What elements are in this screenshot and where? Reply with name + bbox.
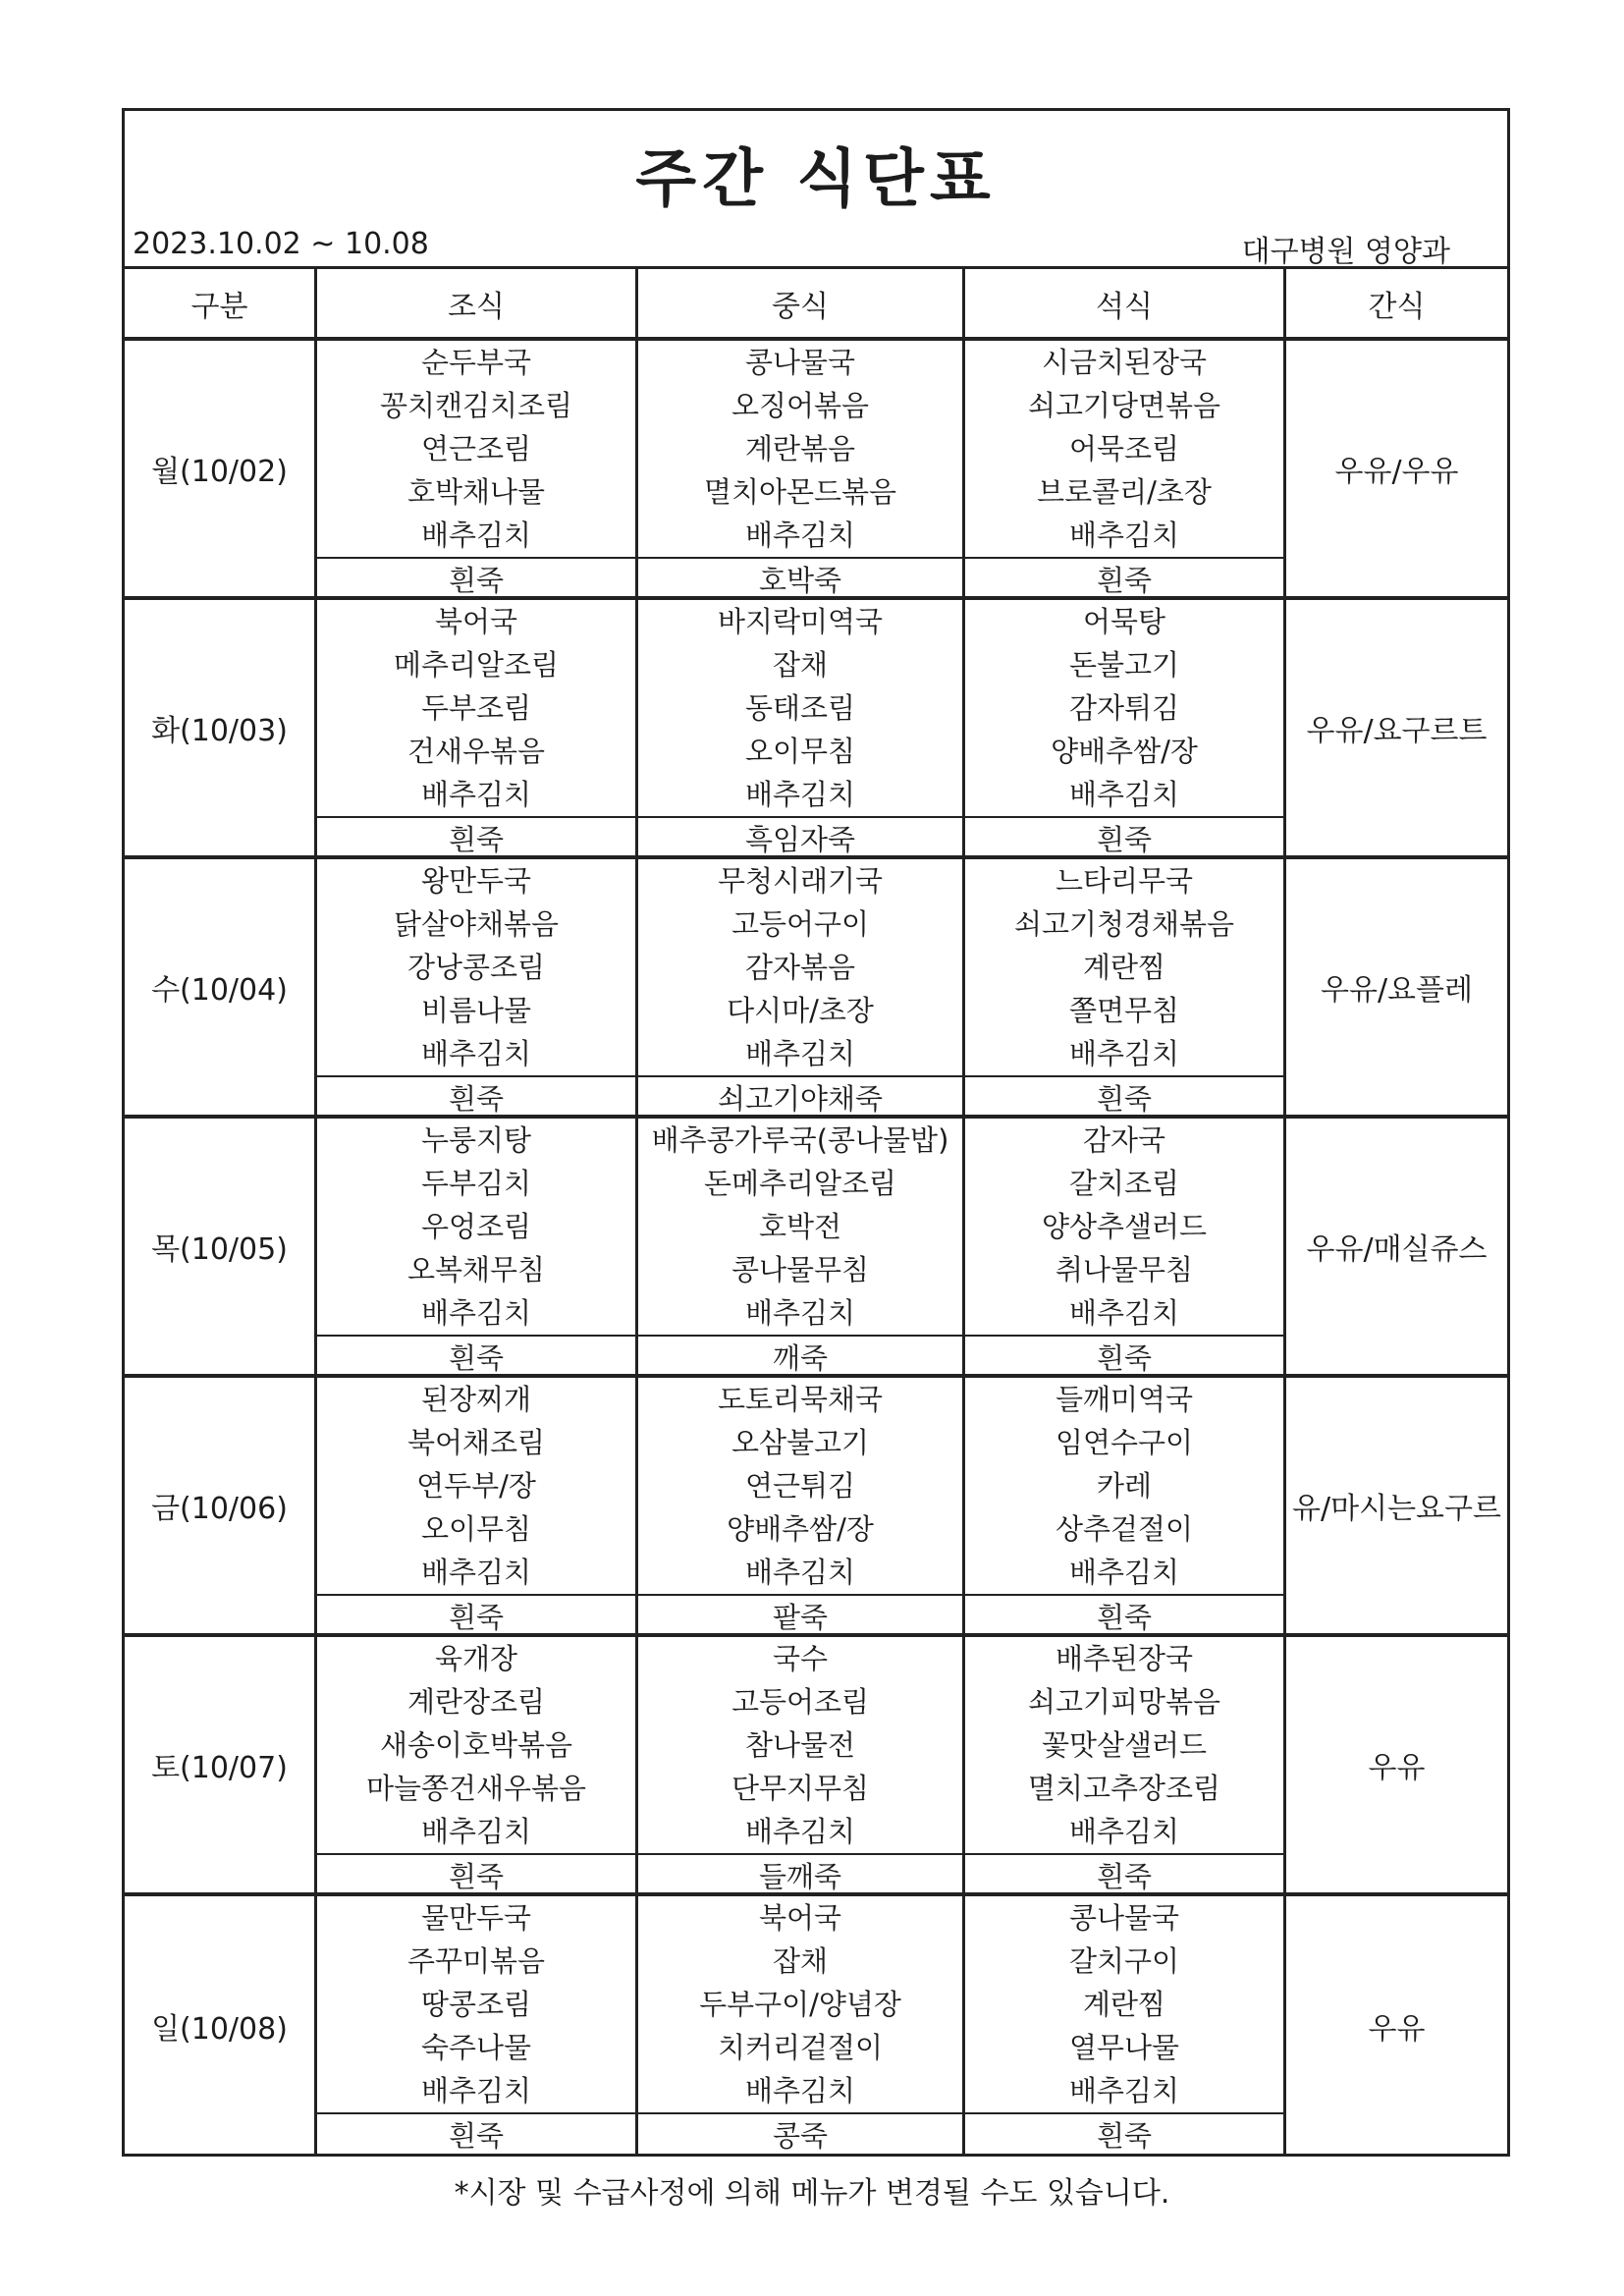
dinner-cell: [965, 1896, 1286, 2156]
menu-item: 갈치조림: [1068, 1167, 1180, 1200]
menu-item: 배추김치: [744, 2074, 856, 2107]
menu-item: 두부조림: [420, 691, 532, 725]
menu-item: 누룽지탕: [420, 1123, 532, 1157]
menu-item: 오삼불고기: [731, 1426, 870, 1459]
menu-item: 배추김치: [420, 1556, 532, 1589]
snack-cell: 우유/매실쥬스: [1286, 1119, 1507, 1378]
menu-item: 콩나물국: [1068, 1901, 1180, 1935]
menu-item: 우엉조림: [420, 1210, 532, 1243]
porridge-item: 흰죽: [317, 1853, 635, 1898]
menu-item: 오이무침: [420, 1512, 532, 1546]
menu-item: 배추김치: [1068, 1037, 1180, 1070]
porridge-item: 흰죽: [317, 557, 635, 602]
header-breakfast: 조식: [317, 269, 638, 341]
menu-item: 상추겉절이: [1055, 1512, 1194, 1546]
porridge-item: 흰죽: [965, 1594, 1283, 1639]
menu-item: 오이무침: [744, 735, 856, 768]
menu-item: 배추김치: [744, 519, 856, 552]
menu-item: 브로콜리/초장: [1037, 475, 1212, 509]
menu-item: 열무나물: [1068, 2031, 1180, 2064]
snack-cell: 우유/요구르트: [1286, 600, 1507, 859]
porridge-item: 콩죽: [638, 2112, 962, 2158]
breakfast-cell: [317, 341, 638, 600]
header-division: 구분: [125, 269, 317, 341]
snack-cell: 우유/우유: [1286, 341, 1507, 600]
menu-item: 물만두국: [420, 1901, 532, 1935]
menu-item: 어묵탕: [1082, 605, 1166, 638]
menu-item: 강낭콩조림: [406, 951, 546, 984]
menu-item: 배추된장국: [1055, 1642, 1194, 1675]
day-label: 금(10/06): [125, 1378, 317, 1637]
menu-item: 콩나물무침: [731, 1253, 870, 1286]
menu-item: 배추김치: [1068, 519, 1180, 552]
lunch-cell: [638, 341, 965, 600]
breakfast-cell: [317, 1378, 638, 1637]
menu-item: 순두부국: [420, 346, 532, 379]
header-lunch: 중식: [638, 269, 965, 341]
day-label: 목(10/05): [125, 1119, 317, 1378]
menu-item: 어묵조림: [1068, 432, 1180, 465]
menu-item: 연근튀김: [744, 1469, 856, 1503]
menu-item: 꽁치캔김치조림: [379, 389, 573, 422]
menu-item: 들깨미역국: [1055, 1383, 1194, 1416]
menu-item: 갈치구이: [1068, 1944, 1180, 1978]
breakfast-cell: [317, 1637, 638, 1896]
menu-item: 잡채: [772, 1944, 829, 1978]
menu-item: 감자국: [1082, 1123, 1166, 1157]
porridge-item: 들깨죽: [638, 1853, 962, 1898]
menu-item: 시금치된장국: [1041, 346, 1208, 379]
porridge-item: 흰죽: [317, 816, 635, 861]
snack-cell: 우유/요플레: [1286, 859, 1507, 1119]
menu-item: 마늘쫑건새우볶음: [365, 1772, 587, 1805]
menu-item: 단무지무침: [731, 1772, 870, 1805]
menu-item: 동태조림: [744, 691, 856, 725]
porridge-item: 흰죽: [317, 2112, 635, 2158]
menu-item: 배추김치: [744, 778, 856, 811]
breakfast-cell: [317, 600, 638, 859]
breakfast-cell: [317, 859, 638, 1119]
menu-item: 배추김치: [1068, 1815, 1180, 1848]
menu-item: 계란볶음: [744, 432, 856, 465]
header-snack: 간식: [1286, 269, 1507, 341]
porridge-item: 흰죽: [965, 1075, 1283, 1121]
menu-item: 닭살야채볶음: [393, 907, 560, 941]
menu-item: 배추김치: [1068, 2074, 1180, 2107]
menu-item: 주꾸미볶음: [406, 1944, 546, 1978]
lunch-cell: [638, 1378, 965, 1637]
menu-item: 배추김치: [744, 1556, 856, 1589]
lunch-cell: [638, 1119, 965, 1378]
footnote: *시장 및 수급사정에 의해 메뉴가 변경될 수도 있습니다.: [454, 2176, 1170, 2211]
menu-item: 양배추쌈/장: [1051, 735, 1198, 768]
menu-item: 오징어볶음: [731, 389, 870, 422]
menu-item: 북어채조림: [406, 1426, 546, 1459]
porridge-item: 흰죽: [965, 557, 1283, 602]
menu-item: 무청시래기국: [717, 864, 884, 898]
lunch-cell: [638, 859, 965, 1119]
menu-item: 숙주나물: [420, 2031, 532, 2064]
menu-item: 치커리겉절이: [717, 2031, 884, 2064]
menu-item: 쇠고기청경채볶음: [1013, 907, 1235, 941]
menu-item: 땅콩조림: [420, 1988, 532, 2021]
porridge-item: 흰죽: [317, 1075, 635, 1121]
header-dinner: 석식: [965, 269, 1286, 341]
porridge-item: 호박죽: [638, 557, 962, 602]
menu-item: 국수: [772, 1642, 829, 1675]
lunch-cell: [638, 1637, 965, 1896]
menu-item: 돈불고기: [1068, 648, 1180, 682]
menu-item: 쫄면무침: [1068, 994, 1180, 1027]
porridge-item: 흰죽: [965, 2112, 1283, 2158]
menu-item: 배추김치: [420, 519, 532, 552]
menu-item: 감자볶음: [744, 951, 856, 984]
breakfast-cell: [317, 1896, 638, 2156]
menu-item: 호박전: [758, 1210, 842, 1243]
menu-item: 배추김치: [744, 1815, 856, 1848]
dinner-cell: [965, 1378, 1286, 1637]
menu-item: 배추김치: [1068, 1296, 1180, 1330]
menu-item: 왕만두국: [420, 864, 532, 898]
menu-item: 두부김치: [420, 1167, 532, 1200]
menu-item: 멸치고추장조림: [1027, 1772, 1221, 1805]
day-label: 화(10/03): [125, 600, 317, 859]
menu-item: 연근조림: [420, 432, 532, 465]
menu-item: 두부구이/양념장: [699, 1988, 901, 2021]
snack-cell: 유/마시는요구르: [1286, 1378, 1507, 1637]
porridge-item: 깨죽: [638, 1335, 962, 1380]
menu-item: 배추김치: [744, 1296, 856, 1330]
period-label: 2023.10.02 ~ 10.08: [133, 227, 429, 261]
menu-table: [125, 266, 1507, 2154]
porridge-item: 흰죽: [317, 1594, 635, 1639]
menu-item: 배추김치: [420, 1037, 532, 1070]
menu-item: 연두부/장: [416, 1469, 536, 1503]
menu-item: 배추김치: [420, 1815, 532, 1848]
menu-item: 배추김치: [1068, 1556, 1180, 1589]
menu-item: 양상추샐러드: [1041, 1210, 1208, 1243]
menu-item: 배추김치: [420, 778, 532, 811]
porridge-item: 흰죽: [965, 816, 1283, 861]
page-title: 주간 식단표: [635, 143, 997, 216]
dinner-cell: [965, 1119, 1286, 1378]
menu-item: 계란찜: [1082, 1988, 1166, 2021]
menu-item: 배추김치: [744, 1037, 856, 1070]
menu-item: 배추김치: [1068, 778, 1180, 811]
menu-item: 느타리무국: [1055, 864, 1194, 898]
menu-item: 호박채나물: [406, 475, 546, 509]
menu-item: 육개장: [434, 1642, 518, 1675]
menu-item: 꽃맛살샐러드: [1041, 1728, 1208, 1762]
menu-item: 배추콩가루국(콩나물밥): [651, 1123, 949, 1157]
menu-item: 쇠고기피망볶음: [1027, 1685, 1221, 1719]
menu-item: 고등어조림: [731, 1685, 870, 1719]
menu-item: 오복채무침: [406, 1253, 546, 1286]
menu-item: 계란장조림: [406, 1685, 546, 1719]
menu-item: 돈메추리알조림: [703, 1167, 897, 1200]
snack-cell: 우유: [1286, 1637, 1507, 1896]
menu-item: 건새우볶음: [406, 735, 546, 768]
day-label: 일(10/08): [125, 1896, 317, 2156]
menu-item: 된장찌개: [420, 1383, 532, 1416]
menu-item: 메추리알조림: [393, 648, 560, 682]
menu-item: 카레: [1096, 1469, 1153, 1503]
department-label: 대구병원 영양과: [1241, 235, 1450, 269]
porridge-item: 흰죽: [965, 1853, 1283, 1898]
lunch-cell: [638, 600, 965, 859]
dinner-cell: [965, 1637, 1286, 1896]
menu-item: 배추김치: [420, 1296, 532, 1330]
day-label: 수(10/04): [125, 859, 317, 1119]
menu-item: 취나물무침: [1055, 1253, 1194, 1286]
porridge-item: 흰죽: [317, 1335, 635, 1380]
menu-item: 임연수구이: [1055, 1426, 1194, 1459]
porridge-item: 흰죽: [965, 1335, 1283, 1380]
menu-item: 배추김치: [420, 2074, 532, 2107]
snack-cell: 우유: [1368, 2012, 1426, 2047]
menu-item: 잡채: [772, 648, 829, 682]
porridge-item: 흑임자죽: [638, 816, 962, 861]
dinner-cell: [965, 859, 1286, 1119]
menu-item: 계란찜: [1082, 951, 1166, 984]
porridge-item: 쇠고기야채죽: [638, 1075, 962, 1121]
lunch-cell: [638, 1896, 965, 2156]
breakfast-cell: [317, 1119, 638, 1378]
menu-item: 바지락미역국: [717, 605, 884, 638]
menu-item: 북어국: [434, 605, 518, 638]
menu-item: 새송이호박볶음: [379, 1728, 573, 1762]
menu-sheet: [122, 108, 1510, 2157]
menu-item: 감자튀김: [1068, 691, 1180, 725]
menu-item: 북어국: [758, 1901, 842, 1935]
menu-item: 고등어구이: [731, 907, 870, 941]
dinner-cell: [965, 600, 1286, 859]
menu-item: 양배추쌈/장: [727, 1512, 874, 1546]
menu-item: 도토리묵채국: [717, 1383, 884, 1416]
dinner-cell: [965, 341, 1286, 600]
porridge-item: 팥죽: [638, 1594, 962, 1639]
menu-item: 비름나물: [420, 994, 532, 1027]
day-label: 토(10/07): [125, 1637, 317, 1896]
menu-item: 다시마/초장: [727, 994, 874, 1027]
day-label: 월(10/02): [125, 341, 317, 600]
menu-item: 멸치아몬드볶음: [703, 475, 897, 509]
menu-item: 참나물전: [744, 1728, 856, 1762]
menu-item: 쇠고기당면볶음: [1027, 389, 1221, 422]
menu-item: 콩나물국: [744, 346, 856, 379]
